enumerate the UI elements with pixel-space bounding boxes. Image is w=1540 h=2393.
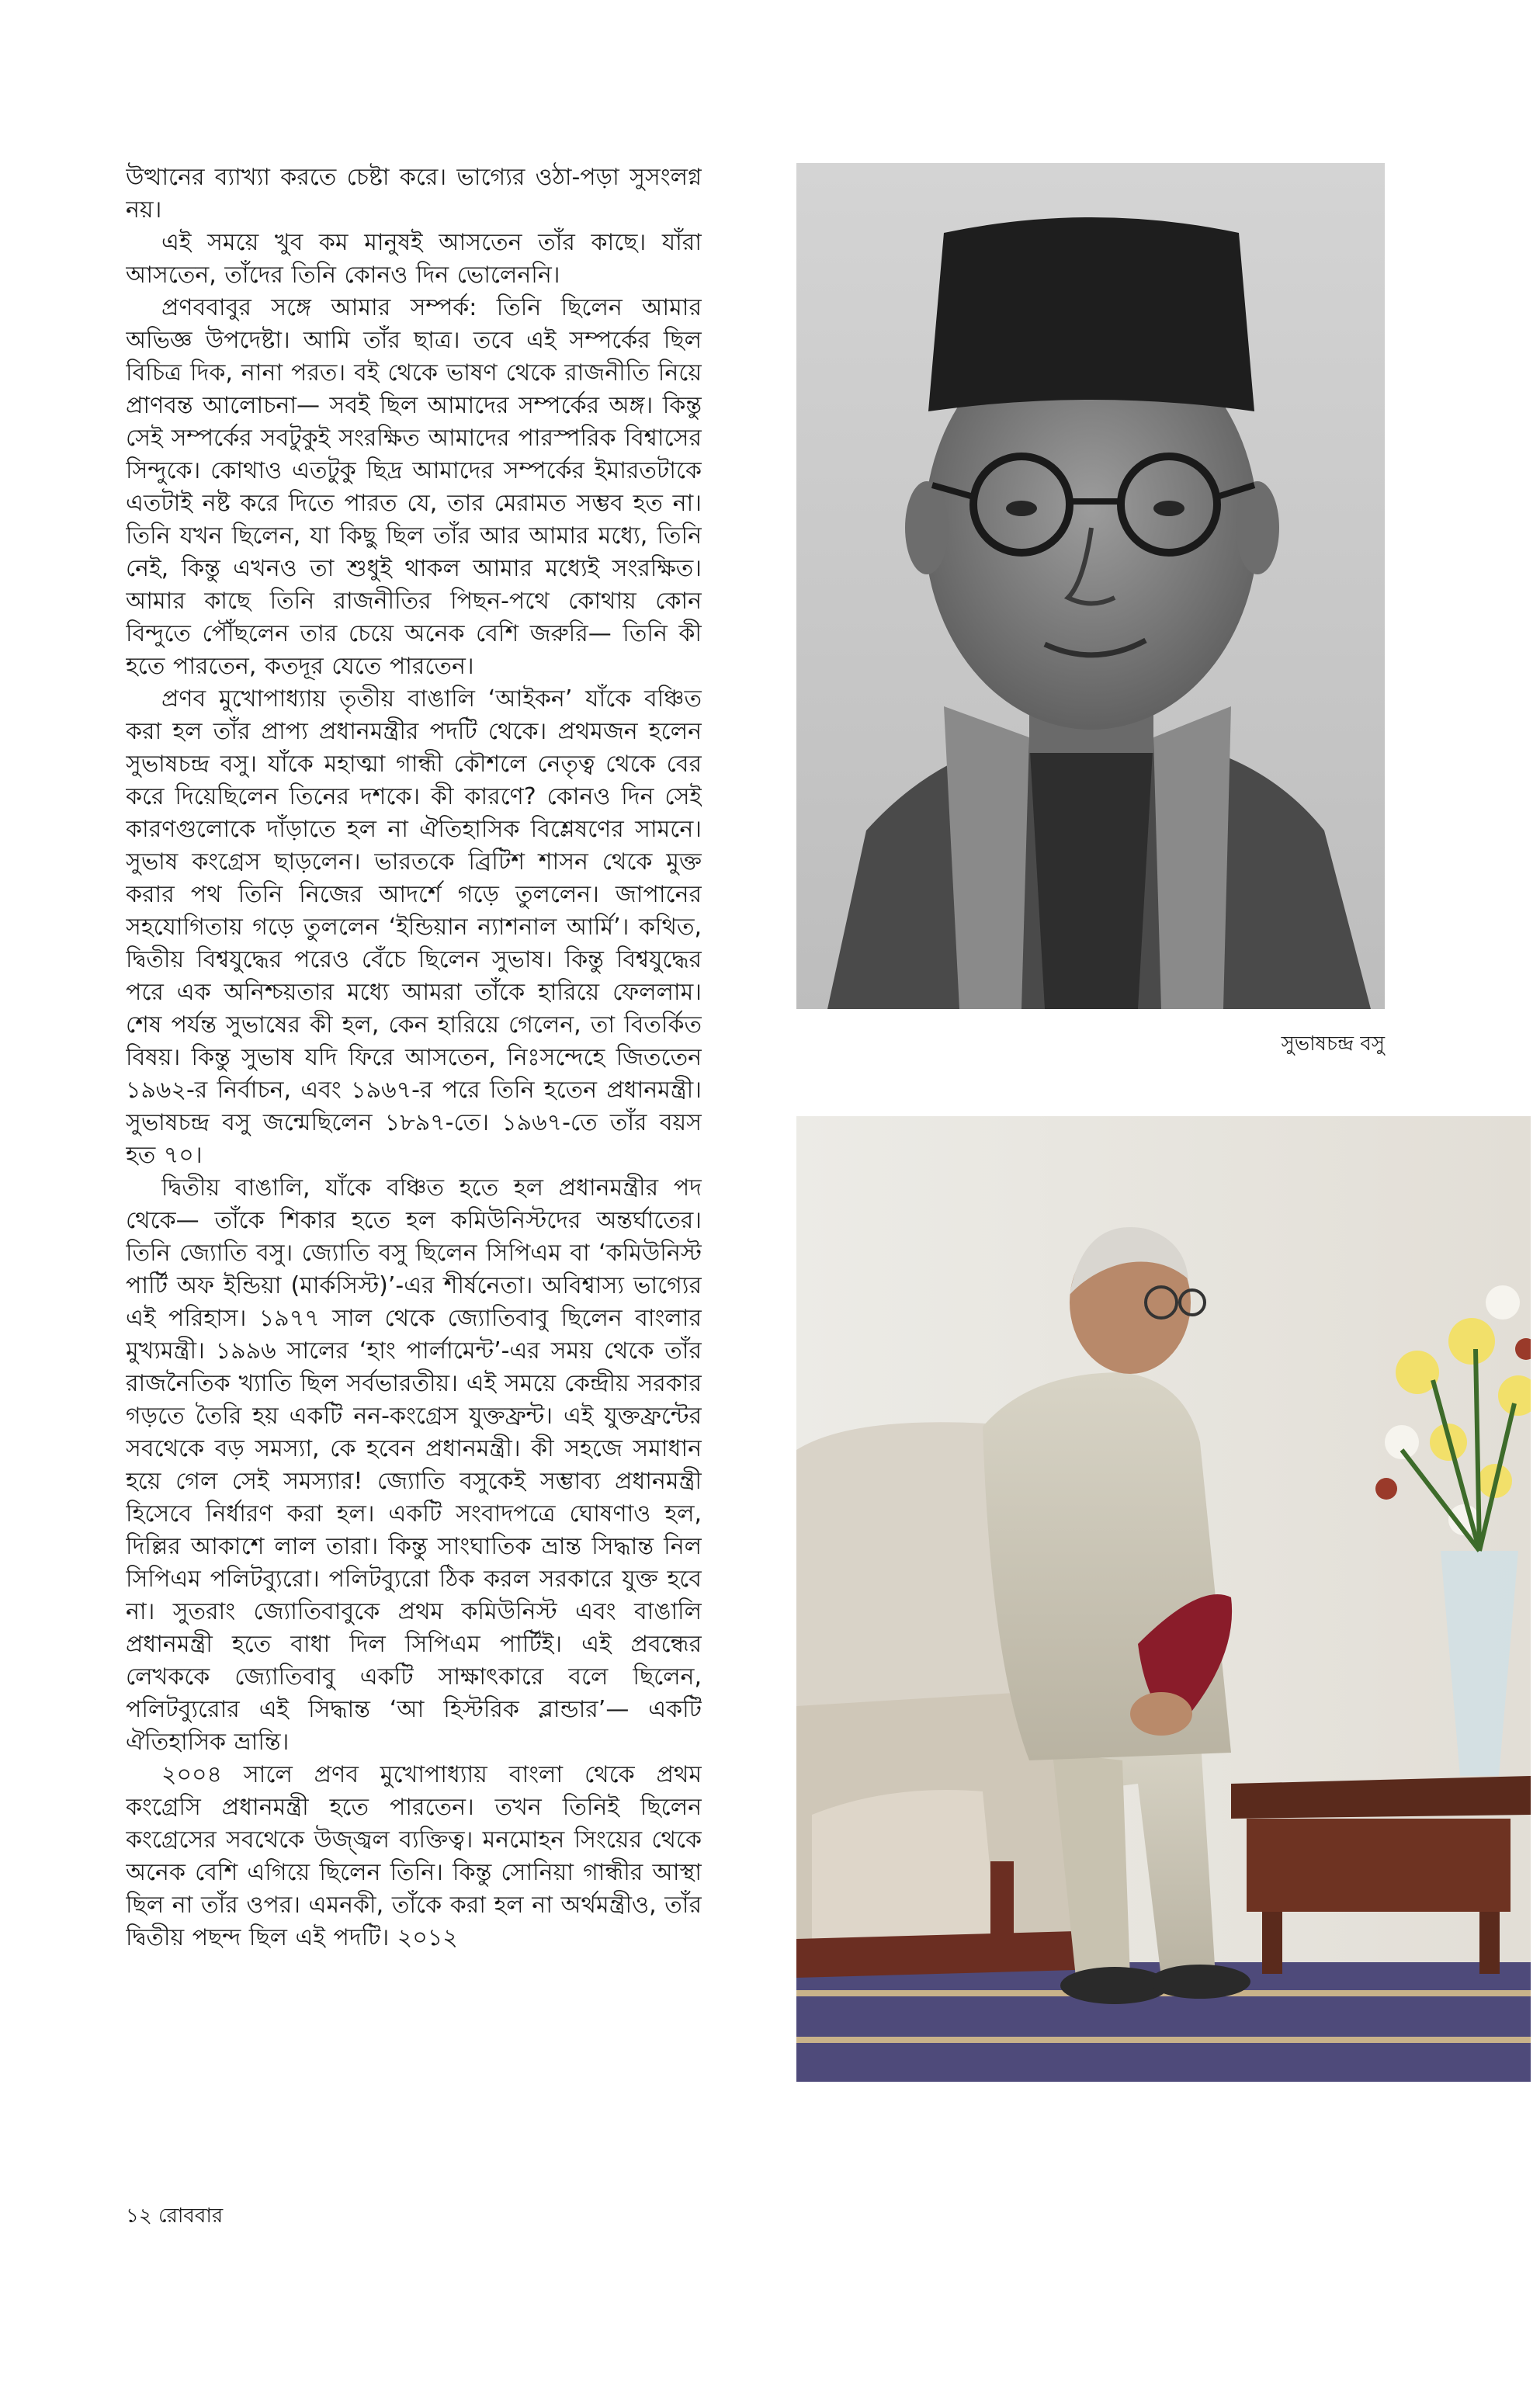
seated-man-illustration [796,1116,1531,2082]
article-paragraph: উত্থানের ব্যাখ্যা করতে চেষ্টা করে। ভাগ্যের ওঠা-পড়া সুসংলগ্ন নয়। [126,164,702,224]
article-paragraph: এই সময়ে খুব কম মানুষই আসতেন তাঁর কাছে। যাঁরা আসতেন, তাঁদের তিনি কোনও দিন ভোলেননি। [126,229,702,289]
article-paragraph: প্রণব মুখোপাধ্যায় তৃতীয় বাঙালি ‘আইকন’ যাঁকে বঞ্চিত করা হল তাঁর প্রাপ্য প্রধানমন্ত্রীর পদটি থেকে। প্রথমজন হলেন সুভাষচন্দ্র বসু। যাঁকে মহাত্মা গান্ধী কৌশলে নেতৃত্ব থেকে বের করে দিয়েছিলেন তিনের দশকে। কী কারণে? কোনও দিন সেই কারণগুলোকে দাঁড়াতে হল না ঐতিহাসিক বিশ্লেষণের সামনে। সুভাষ কংগ্রেস ছাড়লেন। ভারতকে ব্রিটিশ শাসন থেকে মুক্ত করার পথ তিনি নিজের আদর্শে গড়ে তুললেন। জাপানের সহযোগিতায় গড়ে তুললেন ‘ইন্ডিয়ান ন্যাশনাল আর্মি’। কথিত, দ্বিতীয় বিশ্বযুদ্ধের পরেও বেঁচে ছিলেন সুভাষ। কিন্তু বিশ্বযুদ্ধের পরে এক অনিশ্চয়তার মধ্যে আমরা তাঁকে হারিয়ে ফেললাম। শেষ পর্যন্ত সুভাষের কী হল, কেন হারিয়ে গেলেন, তা বিতর্কিত বিষয়। কিন্তু সুভাষ যদি ফিরে আসতেন, নিঃসন্দেহে জিততেন ১৯৬২-র নির্বাচন, এবং ১৯৬৭-র পরে তিনি হতেন প্রধানমন্ত্রী। সুভাষচন্দ্র বসু জন্মেছিলেন ১৮৯৭-তে। ১৯৬৭-তে তাঁর বয়স হত ৭০। [126,685,702,1169]
article-paragraph: ২০০৪ সালে প্রণব মুখোপাধ্যায় বাংলা থেকে প্রথম কংগ্রেসি প্রধানমন্ত্রী হতে পারতেন। তখন তিনিই ছিলেন কংগ্রেসের সবথেকে উজ্জ্বল ব্যক্তিত্ব। মনমোহন সিংয়ের থেকে অনেক বেশি এগিয়ে ছিলেন তিনি। কিন্তু সোনিয়া গান্ধীর আস্থা ছিল না তাঁর ওপর। এমনকী, তাঁকে করা হল না অর্থমন্ত্রীও, তাঁর দ্বিতীয় পছন্দ ছিল এই পদটি। ২০১২ [126,1761,702,1951]
portrait-illustration [796,163,1385,1009]
page-footer: ১২ রোববার [126,2204,224,2228]
seated-man-photo [796,1116,1531,2082]
portrait-photo [796,163,1385,1009]
article-text-column [126,161,702,2172]
photo-caption: সুভাষচন্দ্র বসু [1281,1032,1385,1056]
article-paragraph: প্রণববাবুর সঙ্গে আমার সম্পর্ক: তিনি ছিলেন আমার অভিজ্ঞ উপদেষ্টা। আমি তাঁর ছাত্র। তবে এই সম্পর্কের ছিল বিচিত্র দিক, নানা পরত। বই থেকে ভাষণ থেকে রাজনীতি নিয়ে প্রাণবন্ত আলোচনা— সবই ছিল আমাদের সম্পর্কের অঙ্গ। কিন্তু সেই সম্পর্কের সবটুকুই সংরক্ষিত আমাদের পারস্পরিক বিশ্বাসের সিন্দুকে। কোথাও এতটুকু ছিদ্র আমাদের সম্পর্কের ইমারতটাকে এতটাই নষ্ট করে দিতে পারত যে, তার মেরামত সম্ভব হত না। তিনি যখন ছিলেন, যা কিছু ছিল তাঁর আর আমার মধ্যে, তিনি নেই, কিন্তু এখনও তা শুধুই থাকল আমার মধ্যেই সংরক্ষিত। আমার কাছে তিনি রাজনীতির পিছন-পথে কোথায় কোন বিন্দুতে পৌঁছলেন তার চেয়ে অনেক বেশি জরুরি— তিনি কী হতে পারতেন, কতদূর যেতে পারতেন। [126,294,702,680]
article-paragraph: দ্বিতীয় বাঙালি, যাঁকে বঞ্চিত হতে হল প্রধানমন্ত্রীর পদ থেকে— তাঁকে শিকার হতে হল কমিউনিস্টদের অন্তর্ঘাতের। তিনি জ্যোতি বসু। জ্যোতি বসু ছিলেন সিপিএম বা ‘কমিউনিস্ট পার্টি অফ ইন্ডিয়া (মার্কসিস্ট)’-এর শীর্ষনেতা। অবিশ্বাস্য ভাগ্যের এই পরিহাস। ১৯৭৭ সাল থেকে জ্যোতিবাবু ছিলেন বাংলার মুখ্যমন্ত্রী। ১৯৯৬ সালের ‘হাং পার্লামেন্ট’-এর সময় থেকে তাঁর রাজনৈতিক খ্যাতি ছিল সর্বভারতীয়। এই সময়ে কেন্দ্রীয় সরকার গড়তে তৈরি হয় একটি নন-কংগ্রেস যুক্তফ্রন্ট। এই যুক্তফ্রন্টের সবথেকে বড় সমস্যা, কে হবেন প্রধানমন্ত্রী। কী সহজে সমাধান হয়ে গেল সেই সমস্যার! জ্যোতি বসুকেই সম্ভাব্য প্রধানমন্ত্রী হিসেবে নির্ধারণ করা হল। একটি সংবাদপত্রে ঘোষণাও হল, দিল্লির আকাশে লাল তারা। কিন্তু সাংঘাতিক ভ্রান্ত সিদ্ধান্ত নিল সিপিএম পলিটব্যুরো। পলিটব্যুরো ঠিক করল সরকারে যুক্ত হবে না। সুতরাং জ্যোতিবাবুকে প্রথম কমিউনিস্ট এবং বাঙালি প্রধানমন্ত্রী হতে বাধা দিল সিপিএম পার্টিই। এই প্রবন্ধের লেখককে জ্যোতিবাবু একটি সাক্ষাৎকারে বলে ছিলেন, পলিটব্যুরোর এই সিদ্ধান্ত ‘আ হিস্টরিক ব্লান্ডার’— একটি ঐতিহাসিক ভ্রান্তি। [126,1174,702,1756]
